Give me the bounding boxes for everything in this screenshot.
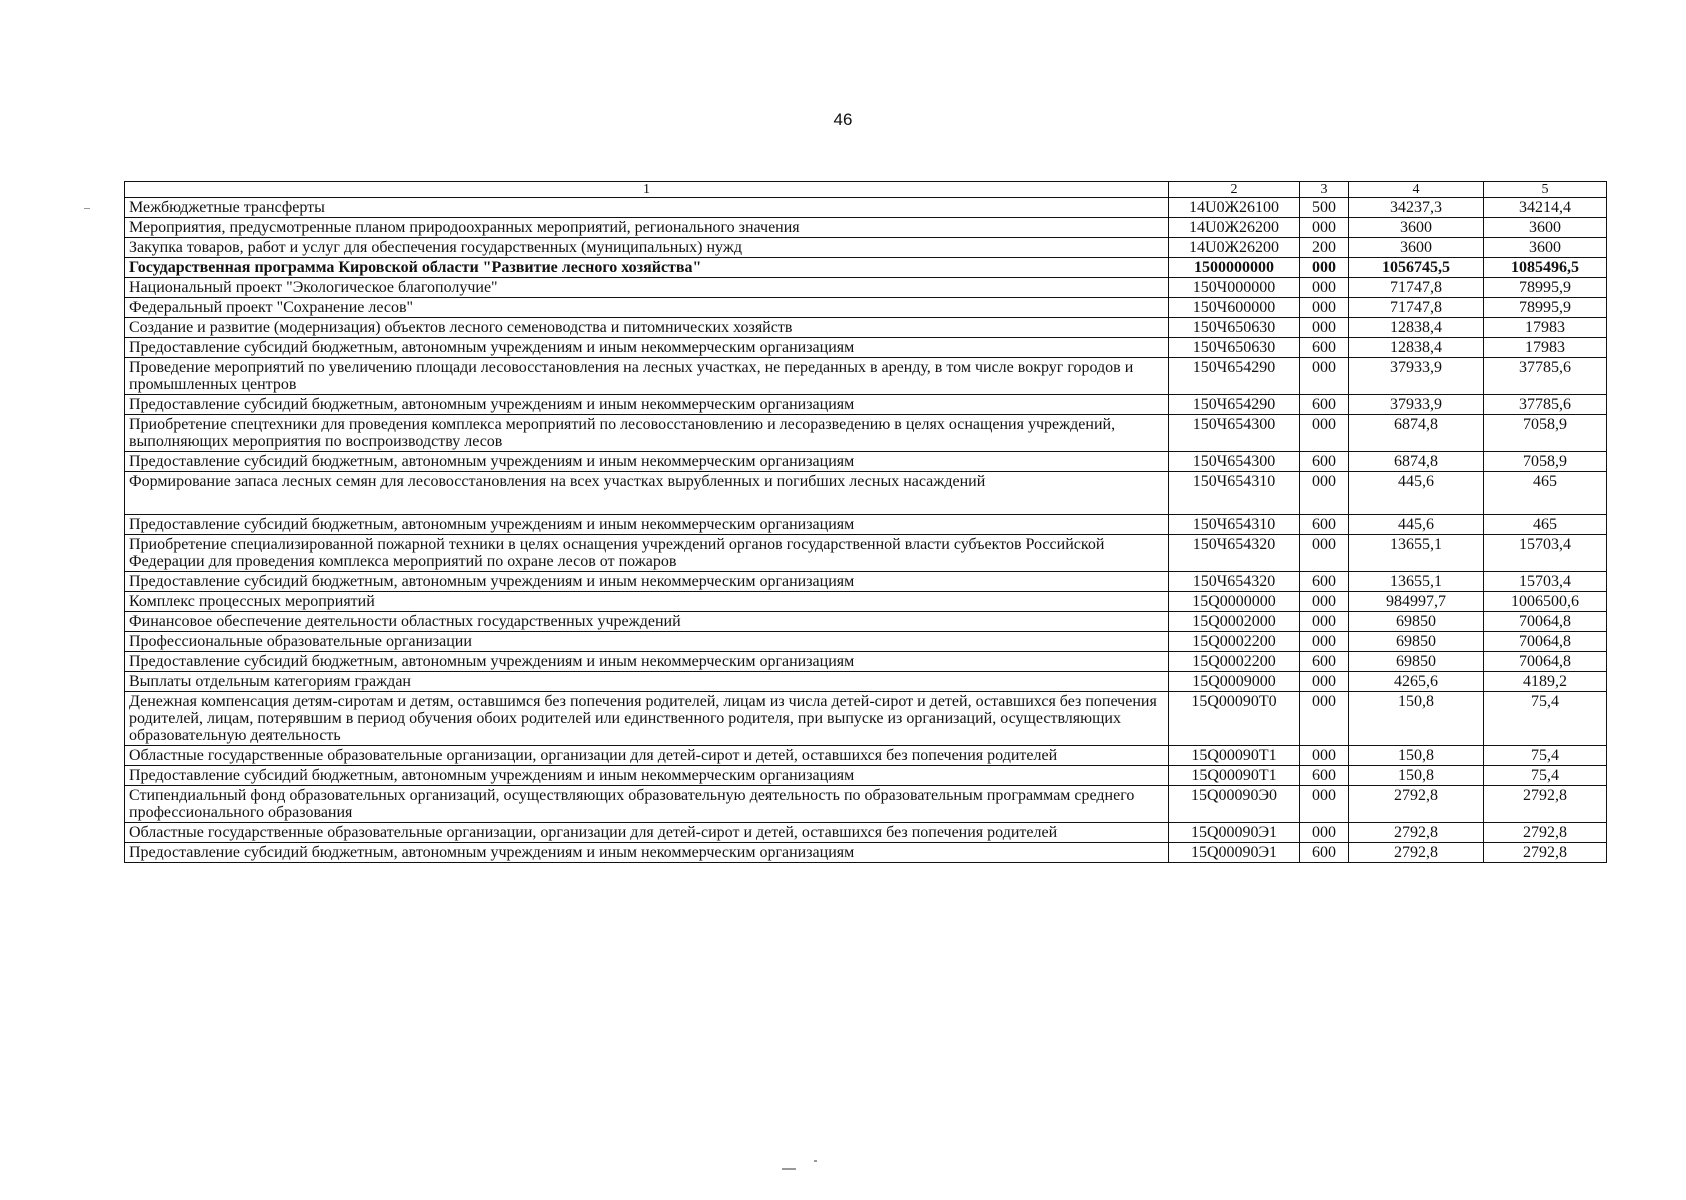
type-cell: 600	[1300, 395, 1349, 415]
code-cell: 150Ч654320	[1169, 535, 1300, 572]
table-row	[125, 766, 1607, 786]
name-cell: Предоставление субсидий бюджетным, автономным учреждениям и иным некоммерческим организациям	[125, 572, 1169, 592]
scan-mark	[814, 1160, 817, 1162]
value-col5-cell: 3600	[1484, 218, 1607, 238]
scan-mark	[84, 208, 90, 209]
code-cell: 15Q00090Т1	[1169, 766, 1300, 786]
name-cell: Областные государственные образовательные организации, организации для детей-сирот и детей, оставшихся без попечения родителей	[125, 746, 1169, 766]
name-cell: Предоставление субсидий бюджетным, автономным учреждениям и иным некоммерческим организациям	[125, 338, 1169, 358]
header-row	[125, 182, 1607, 198]
table-row	[125, 472, 1607, 515]
value-col4-cell: 2792,8	[1349, 843, 1484, 863]
type-cell: 000	[1300, 535, 1349, 572]
page-number: 46	[833, 110, 853, 129]
value-col5-cell: 75,4	[1484, 746, 1607, 766]
value-col4-cell: 71747,8	[1349, 298, 1484, 318]
header-cell-3: 3	[1300, 182, 1349, 198]
name-cell: Комплекс процессных мероприятий	[125, 592, 1169, 612]
name-cell: Приобретение специализированной пожарной техники в целях оснащения учреждений органов государственной власти субъектов Российской Федерации для проведения комплекса мероприятий по охране лесов от пожаров	[125, 535, 1169, 572]
value-col5-cell: 465	[1484, 515, 1607, 535]
value-col5-cell: 70064,8	[1484, 612, 1607, 632]
table-row	[125, 415, 1607, 452]
value-col5-cell: 37785,6	[1484, 395, 1607, 415]
header-cell-5: 5	[1484, 182, 1607, 198]
value-col4-cell: 71747,8	[1349, 278, 1484, 298]
name-cell: Предоставление субсидий бюджетным, автономным учреждениям и иным некоммерческим организациям	[125, 766, 1169, 786]
type-cell: 000	[1300, 632, 1349, 652]
table-row	[125, 452, 1607, 472]
value-col4-cell: 1056745,5	[1349, 258, 1484, 278]
code-cell: 150Ч654290	[1169, 358, 1300, 395]
type-cell: 000	[1300, 472, 1349, 515]
value-col4-cell: 150,8	[1349, 746, 1484, 766]
value-col5-cell: 1085496,5	[1484, 258, 1607, 278]
value-col5-cell: 4189,2	[1484, 672, 1607, 692]
table-row	[125, 632, 1607, 652]
type-cell: 000	[1300, 672, 1349, 692]
table-row	[125, 358, 1607, 395]
code-cell: 15Q0002200	[1169, 632, 1300, 652]
table-row	[125, 515, 1607, 535]
scan-mark	[782, 1168, 796, 1170]
table-row	[125, 843, 1607, 863]
value-col4-cell: 69850	[1349, 652, 1484, 672]
budget-table	[124, 181, 1607, 863]
name-cell: Областные государственные образовательные организации, организации для детей-сирот и детей, оставшихся без попечения родителей	[125, 823, 1169, 843]
name-cell: Закупка товаров, работ и услуг для обеспечения государственных (муниципальных) нужд	[125, 238, 1169, 258]
header-cell-2: 2	[1169, 182, 1300, 198]
value-col4-cell: 6874,8	[1349, 415, 1484, 452]
table-row	[125, 238, 1607, 258]
type-cell: 000	[1300, 318, 1349, 338]
table-body	[125, 198, 1607, 863]
table-row	[125, 572, 1607, 592]
value-col5-cell: 17983	[1484, 318, 1607, 338]
value-col4-cell: 445,6	[1349, 515, 1484, 535]
code-cell: 15Q0000000	[1169, 592, 1300, 612]
value-col4-cell: 150,8	[1349, 766, 1484, 786]
value-col4-cell: 13655,1	[1349, 535, 1484, 572]
code-cell: 150Ч654320	[1169, 572, 1300, 592]
name-cell: Выплаты отдельным категориям граждан	[125, 672, 1169, 692]
type-cell: 000	[1300, 692, 1349, 746]
name-cell: Предоставление субсидий бюджетным, автономным учреждениям и иным некоммерческим организациям	[125, 843, 1169, 863]
name-cell: Предоставление субсидий бюджетным, автономным учреждениям и иным некоммерческим организациям	[125, 395, 1169, 415]
code-cell: 14U0Ж26200	[1169, 218, 1300, 238]
value-col4-cell: 2792,8	[1349, 823, 1484, 843]
table-header	[125, 182, 1607, 198]
table-row	[125, 278, 1607, 298]
value-col4-cell: 37933,9	[1349, 358, 1484, 395]
type-cell: 200	[1300, 238, 1349, 258]
type-cell: 600	[1300, 515, 1349, 535]
table-row	[125, 592, 1607, 612]
table-row	[125, 612, 1607, 632]
type-cell: 500	[1300, 198, 1349, 218]
name-cell: Профессиональные образовательные организации	[125, 632, 1169, 652]
table-row	[125, 746, 1607, 766]
code-cell: 14U0Ж26100	[1169, 198, 1300, 218]
type-cell: 600	[1300, 338, 1349, 358]
code-cell: 150Ч654300	[1169, 452, 1300, 472]
type-cell: 600	[1300, 452, 1349, 472]
code-cell: 150Ч654300	[1169, 415, 1300, 452]
name-cell: Стипендиальный фонд образовательных организаций, осуществляющих образовательную деятельность по образовательным программам среднего профессионального образования	[125, 786, 1169, 823]
name-cell: Денежная компенсация детям-сиротам и детям, оставшимся без попечения родителей, лицам из числа детей-сирот и детей, оставшихся без попечения родителей, лицам, потерявшим в период обучения обоих родителей или единственного родителя, при выпуске из организаций, осуществляющих образовательную деятельность	[125, 692, 1169, 746]
type-cell: 600	[1300, 572, 1349, 592]
value-col4-cell: 69850	[1349, 612, 1484, 632]
value-col5-cell: 465	[1484, 472, 1607, 515]
name-cell: Федеральный проект "Сохранение лесов"	[125, 298, 1169, 318]
table-row	[125, 298, 1607, 318]
type-cell: 600	[1300, 843, 1349, 863]
value-col5-cell: 70064,8	[1484, 632, 1607, 652]
code-cell: 14U0Ж26200	[1169, 238, 1300, 258]
value-col4-cell: 34237,3	[1349, 198, 1484, 218]
code-cell: 15Q00090Э1	[1169, 823, 1300, 843]
value-col5-cell: 75,4	[1484, 766, 1607, 786]
table-row	[125, 823, 1607, 843]
type-cell: 000	[1300, 358, 1349, 395]
type-cell: 000	[1300, 823, 1349, 843]
type-cell: 600	[1300, 652, 1349, 672]
code-cell: 15Q0002000	[1169, 612, 1300, 632]
value-col4-cell: 4265,6	[1349, 672, 1484, 692]
value-col5-cell: 70064,8	[1484, 652, 1607, 672]
value-col5-cell: 34214,4	[1484, 198, 1607, 218]
name-cell: Предоставление субсидий бюджетным, автономным учреждениям и иным некоммерческим организациям	[125, 452, 1169, 472]
table-row	[125, 535, 1607, 572]
code-cell: 1500000000	[1169, 258, 1300, 278]
name-cell: Создание и развитие (модернизация) объектов лесного семеноводства и питомнических хозяйств	[125, 318, 1169, 338]
type-cell: 000	[1300, 258, 1349, 278]
code-cell: 15Q00090Э0	[1169, 786, 1300, 823]
value-col4-cell: 37933,9	[1349, 395, 1484, 415]
header-cell-1: 1	[125, 182, 1169, 198]
code-cell: 15Q0002200	[1169, 652, 1300, 672]
table-row	[125, 692, 1607, 746]
value-col5-cell: 2792,8	[1484, 843, 1607, 863]
value-col5-cell: 7058,9	[1484, 415, 1607, 452]
code-cell: 15Q0009000	[1169, 672, 1300, 692]
value-col4-cell: 3600	[1349, 218, 1484, 238]
value-col4-cell: 150,8	[1349, 692, 1484, 746]
value-col5-cell: 78995,9	[1484, 278, 1607, 298]
table-row	[125, 198, 1607, 218]
code-cell: 15Q00090Э1	[1169, 843, 1300, 863]
value-col4-cell: 3600	[1349, 238, 1484, 258]
name-cell: Государственная программа Кировской области "Развитие лесного хозяйства"	[125, 258, 1169, 278]
name-cell: Финансовое обеспечение деятельности областных государственных учреждений	[125, 612, 1169, 632]
table-row	[125, 258, 1607, 278]
table-row	[125, 338, 1607, 358]
code-cell: 150Ч654290	[1169, 395, 1300, 415]
type-cell: 000	[1300, 592, 1349, 612]
name-cell: Проведение мероприятий по увеличению площади лесовосстановления на лесных участках, не переданных в аренду, в том числе вокруг городов и промышленных центров	[125, 358, 1169, 395]
value-col5-cell: 15703,4	[1484, 535, 1607, 572]
code-cell: 150Ч000000	[1169, 278, 1300, 298]
type-cell: 000	[1300, 415, 1349, 452]
type-cell: 000	[1300, 278, 1349, 298]
code-cell: 15Q00090Т1	[1169, 746, 1300, 766]
value-col5-cell: 3600	[1484, 238, 1607, 258]
value-col4-cell: 984997,7	[1349, 592, 1484, 612]
table-row	[125, 672, 1607, 692]
value-col5-cell: 7058,9	[1484, 452, 1607, 472]
value-col4-cell: 2792,8	[1349, 786, 1484, 823]
value-col4-cell: 6874,8	[1349, 452, 1484, 472]
name-cell: Предоставление субсидий бюджетным, автономным учреждениям и иным некоммерческим организациям	[125, 652, 1169, 672]
code-cell: 150Ч654310	[1169, 472, 1300, 515]
code-cell: 150Ч600000	[1169, 298, 1300, 318]
value-col4-cell: 12838,4	[1349, 338, 1484, 358]
type-cell: 000	[1300, 218, 1349, 238]
table-row	[125, 218, 1607, 238]
value-col5-cell: 37785,6	[1484, 358, 1607, 395]
type-cell: 000	[1300, 746, 1349, 766]
name-cell: Предоставление субсидий бюджетным, автономным учреждениям и иным некоммерческим организациям	[125, 515, 1169, 535]
value-col4-cell: 12838,4	[1349, 318, 1484, 338]
table-row	[125, 318, 1607, 338]
type-cell: 000	[1300, 298, 1349, 318]
name-cell: Межбюджетные трансферты	[125, 198, 1169, 218]
value-col4-cell: 69850	[1349, 632, 1484, 652]
value-col5-cell: 2792,8	[1484, 823, 1607, 843]
name-cell: Мероприятия, предусмотренные планом природоохранных мероприятий, регионального значения	[125, 218, 1169, 238]
value-col4-cell: 445,6	[1349, 472, 1484, 515]
value-col5-cell: 17983	[1484, 338, 1607, 358]
name-cell: Национальный проект "Экологическое благополучие"	[125, 278, 1169, 298]
type-cell: 000	[1300, 786, 1349, 823]
value-col5-cell: 15703,4	[1484, 572, 1607, 592]
type-cell: 600	[1300, 766, 1349, 786]
value-col5-cell: 2792,8	[1484, 786, 1607, 823]
code-cell: 150Ч650630	[1169, 338, 1300, 358]
type-cell: 000	[1300, 612, 1349, 632]
value-col5-cell: 78995,9	[1484, 298, 1607, 318]
table-row	[125, 786, 1607, 823]
table-row	[125, 652, 1607, 672]
header-cell-4: 4	[1349, 182, 1484, 198]
value-col4-cell: 13655,1	[1349, 572, 1484, 592]
table-row	[125, 395, 1607, 415]
value-col5-cell: 75,4	[1484, 692, 1607, 746]
value-col5-cell: 1006500,6	[1484, 592, 1607, 612]
code-cell: 15Q00090Т0	[1169, 692, 1300, 746]
code-cell: 150Ч650630	[1169, 318, 1300, 338]
name-cell: Формирование запаса лесных семян для лесовосстановления на всех участках вырубленных и погибших лесных насаждений	[125, 472, 1169, 515]
name-cell: Приобретение спецтехники для проведения комплекса мероприятий по лесовосстановлению и лесоразведению в целях оснащения учреждений, выполняющих мероприятия по воспроизводству лесов	[125, 415, 1169, 452]
code-cell: 150Ч654310	[1169, 515, 1300, 535]
